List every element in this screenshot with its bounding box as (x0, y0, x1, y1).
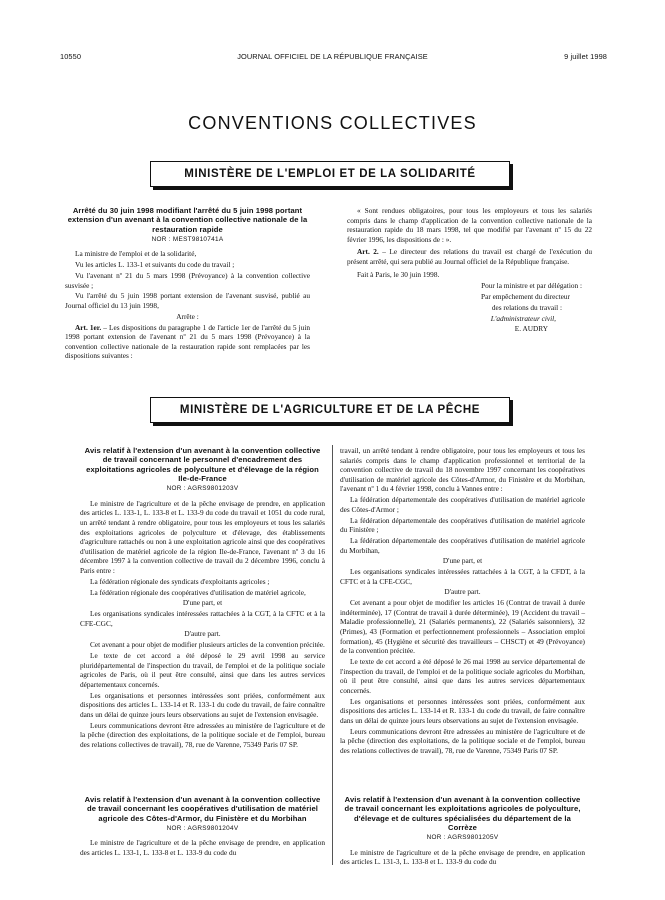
sec4-para: Le ministre de l'agriculture et de la pêche envisage de prendre, en application des articles L. 131-3, L. 133-8 et L. 133-9 du code du (340, 847, 585, 867)
sec2-para: Leurs communications devront être adressées au ministère de l'agriculture et de la pêche (direction des exploitations, de la politique sociale et de l'emploi, bureau des relations collectives de travail), 78, rue de Varenne, 75349 Paris 07 SP. (80, 720, 325, 749)
sec1-para: Vu les articles L. 133-1 et suivants du code du travail ; (75, 260, 235, 270)
sec1-para: Vu l'arrêté du 5 juin 1998 portant extension de l'avenant susvisé, publié au Journal officiel du 13 juin 1998, (65, 291, 310, 311)
journal-title: JOURNAL OFFICIEL DE LA RÉPUBLIQUE FRANÇAISE (237, 52, 428, 61)
sec1-left-column (65, 206, 310, 362)
sec3-para: Leurs communications devront être adressées au ministère de l'agriculture et de la pêche (direction des exploitations, de la politique sociale et de l'emploi, bureau des relations collectives de travail), 78, rue de Varenne, 75349 Paris 07 SP. (340, 726, 585, 755)
sec3-autre-part: D'autre part. (444, 587, 481, 597)
sec2-column (80, 446, 325, 751)
sec4-nor: NOR : AGRS9801205V (426, 834, 499, 842)
sec2-heading: Avis relatif à l'extension d'un avenant à la convention collective de travail concernant le personnel d'encadrement des exploitations agricoles de polyculture et d'élevage de la région Ile-de-France (84, 446, 321, 483)
page-title: CONVENTIONS COLLECTIVES (188, 113, 477, 133)
sec3-para: La fédération départementale des coopératives d'utilisation de matériel agricole du Finistère ; (340, 515, 585, 535)
sec3-para: Cet avenant a pour objet de modifier les articles 16 (Contrat de travail à durée indéterminée), 17 (Contrat de travail à durée déterminée), 19 (Accident du travail – Maladie professionnelle), 21 (Salariés permanents), 22 (Salariés saisonniers), 32 (Primes), 43 (Formation et perfectionnement professionnels – Association emploi formation), 45 (Hygiène et sécurité des travailleurs – CHSCT) et 49 (Prévoyance) de la convention précitée. (340, 598, 585, 656)
sec3-column (80, 795, 325, 859)
signature-line: des relations du travail : (491, 302, 562, 312)
sec1-right-column (347, 206, 592, 335)
sec3-para: travail, un arrêté tendant à rendre obligatoire, pour tous les employeurs et tous les salariés compris dans le champ d'application professionnel et territorial de la convention collective de travail du 18 novembre 1997 concernant les coopératives d'utilisation de matériel agricole des Côtes-d'Armor, du Finistère et du Morbihan, l'avenant nº 1 du 4 février 1998, conclu à Vannes entre : (340, 446, 585, 494)
sec3-para: Les organisations et personnes intéressées sont priées, conformément aux dispositions des articles L. 133-14 et R. 133-1 du code du travail, de faire connaître dans un délai de quinze jours leurs observations au sujet de l'extension envisagée. (340, 696, 585, 725)
column-divider (332, 445, 333, 865)
sec3-continued-column (340, 446, 585, 756)
art1-label: Art. 1er. (75, 322, 102, 332)
art2-text: – Le directeur des relations du travail est chargé de l'exécution du présent arrêté, qui sera publié au Journal officiel de la République française. (347, 247, 592, 266)
signature-line: Par empêchement du directeur (481, 291, 570, 301)
sec3-nor: NOR : AGRS9801204V (166, 824, 239, 832)
sec1-para: La ministre de l'emploi et de la solidarité, (75, 249, 197, 259)
page-number: 10550 (60, 52, 82, 61)
sec1-fait: Fait à Paris, le 30 juin 1998. (357, 269, 440, 279)
sec2-para: La fédération régionale des syndicats d'exploitants agricoles ; (90, 576, 270, 586)
sec3-para: Le texte de cet accord a été déposé le 26 mai 1998 au service départemental de l'inspection du travail, de l'emploi et de la politique sociale agricoles du Morbihan, où il peut être consulté, ainsi que dans les autres services départementaux concernés. (340, 656, 585, 695)
sec1-heading: Arrêté du 30 juin 1998 modifiant l'arrêté du 5 juin 1998 portant extension d'un avenant à la convention collective nationale de la restauration rapide (67, 206, 308, 234)
sec3-para: La fédération départementale des coopératives d'utilisation de matériel agricole des Côtes-d'Armor ; (340, 495, 585, 514)
sec1-quote: « Sont rendues obligatoires, pour tous les employeurs et tous les salariés compris dans le champ d'application de la convention collective nationale de la restauration rapide du 18 mars 1998, tel que modifié par l'avenant nº 15 du 22 février 1996, les dispositions de : ». (347, 206, 592, 244)
issue-date: 9 juillet 1998 (564, 52, 607, 61)
art2-label: Art. 2. (357, 247, 379, 257)
sec2-para: Le ministre de l'agriculture et de la pêche envisage de prendre, en application des articles L. 133-1, L. 133-8 et L. 133-9 du code du travail et 1051 du code rural, un arrêté tendant à rendre obligatoire, pour tous les employeurs et tous les salariés des exploitations agricoles de polyculture et d'élevage, des établissements d'agriculture rattachés ou non à une exploitation agricole ainsi que des coopératives d'utilisation de matériel agricole de la région Ile-de-France, l'avenant nº 3 du 16 décembre 1997 à la convention collective de travail du 2 décembre 1996, conclu à Paris entre : (80, 498, 325, 575)
sec2-autre-part: D'autre part. (184, 629, 221, 639)
art1-text: – Les dispositions du paragraphe 1 de l'article 1er de l'arrêté du 5 juin 1998 portant extension de l'avenant nº 21 du 5 mars 1998 (Prévoyance) à la convention collective nationale de la restauration rapide sont remplacées par les dispositions suivantes : (65, 322, 310, 361)
sec1-para: Vu l'avenant nº 21 du 5 mars 1998 (Prévoyance) à la convention collective susvisée ; (65, 271, 310, 290)
sec2-nor: NOR : AGRS9801203V (166, 485, 239, 493)
signature-line: Pour la ministre et par délégation : (481, 281, 582, 291)
sec1-arrete: Arrête : (176, 311, 199, 321)
sec3-heading: Avis relatif à l'extension d'un avenant à la convention collective de travail concernant les coopératives d'utilisation de matériel agricole des Côtes-d'Armor, du Finistère et du Morbihan (84, 795, 321, 823)
sec3-para: Les organisations syndicales intéressées rattachées à la CGT, à la CFDT, à la CFTC et à la CFE-CGC, (340, 567, 585, 586)
sec2-para: Les organisations syndicales intéressées rattachées à la CGT, à la CFTC et à la CFE-CGC, (80, 609, 325, 628)
sec4-heading: Avis relatif à l'extension d'un avenant à la convention collective de travail concernant les exploitations agricoles de polyculture, d'élevage et de cultures spécialisées du département de la Corrèze (344, 795, 581, 832)
sec1-article1 (65, 323, 310, 361)
sec3-para: Le ministre de l'agriculture et de la pêche envisage de prendre, en application des articles L. 133-1, L. 133-8 et L. 133-9 du code du (80, 838, 325, 858)
sec2-para: Le texte de cet accord a été déposé le 29 avril 1998 au service pluridépartemental de l'inspection du travail, de l'emploi et de la politique sociale agricoles de Paris, où il peut être consulté, ainsi que dans les autres services départementaux concernés. (80, 651, 325, 689)
signature-line: L'administrateur civil, (490, 313, 556, 323)
sec4-column (340, 795, 585, 868)
sec2-para: Les organisations et personnes intéressées sont priées, conformément aux dispositions des articles L. 133-14 et R. 133-1 du code du travail, de faire connaître dans un délai de quinze jours leurs observations au sujet de l'extension envisagée. (80, 690, 325, 719)
sec1-nor: NOR : MEST9810741A (151, 235, 224, 243)
sec2-para: La fédération régionale des coopératives d'utilisation de matériel agricole, (90, 587, 306, 597)
sec3-para: La fédération départementale des coopératives d'utilisation de matériel agricole du Morbihan, (340, 535, 585, 555)
signature-name: E. AUDRY (514, 324, 548, 334)
sec1-article2 (347, 247, 592, 266)
ministry-heading-agriculture: MINISTÈRE DE L'AGRICULTURE ET DE LA PÊCHE (150, 397, 510, 423)
sec3-une-part: D'une part, et (442, 556, 483, 566)
sec2-une-part: D'une part, et (182, 598, 223, 608)
ministry-heading-emploi: MINISTÈRE DE L'EMPLOI ET DE LA SOLIDARITÉ (150, 161, 510, 187)
sec2-para: Cet avenant a pour objet de modifier plusieurs articles de la convention précitée. (90, 640, 325, 650)
